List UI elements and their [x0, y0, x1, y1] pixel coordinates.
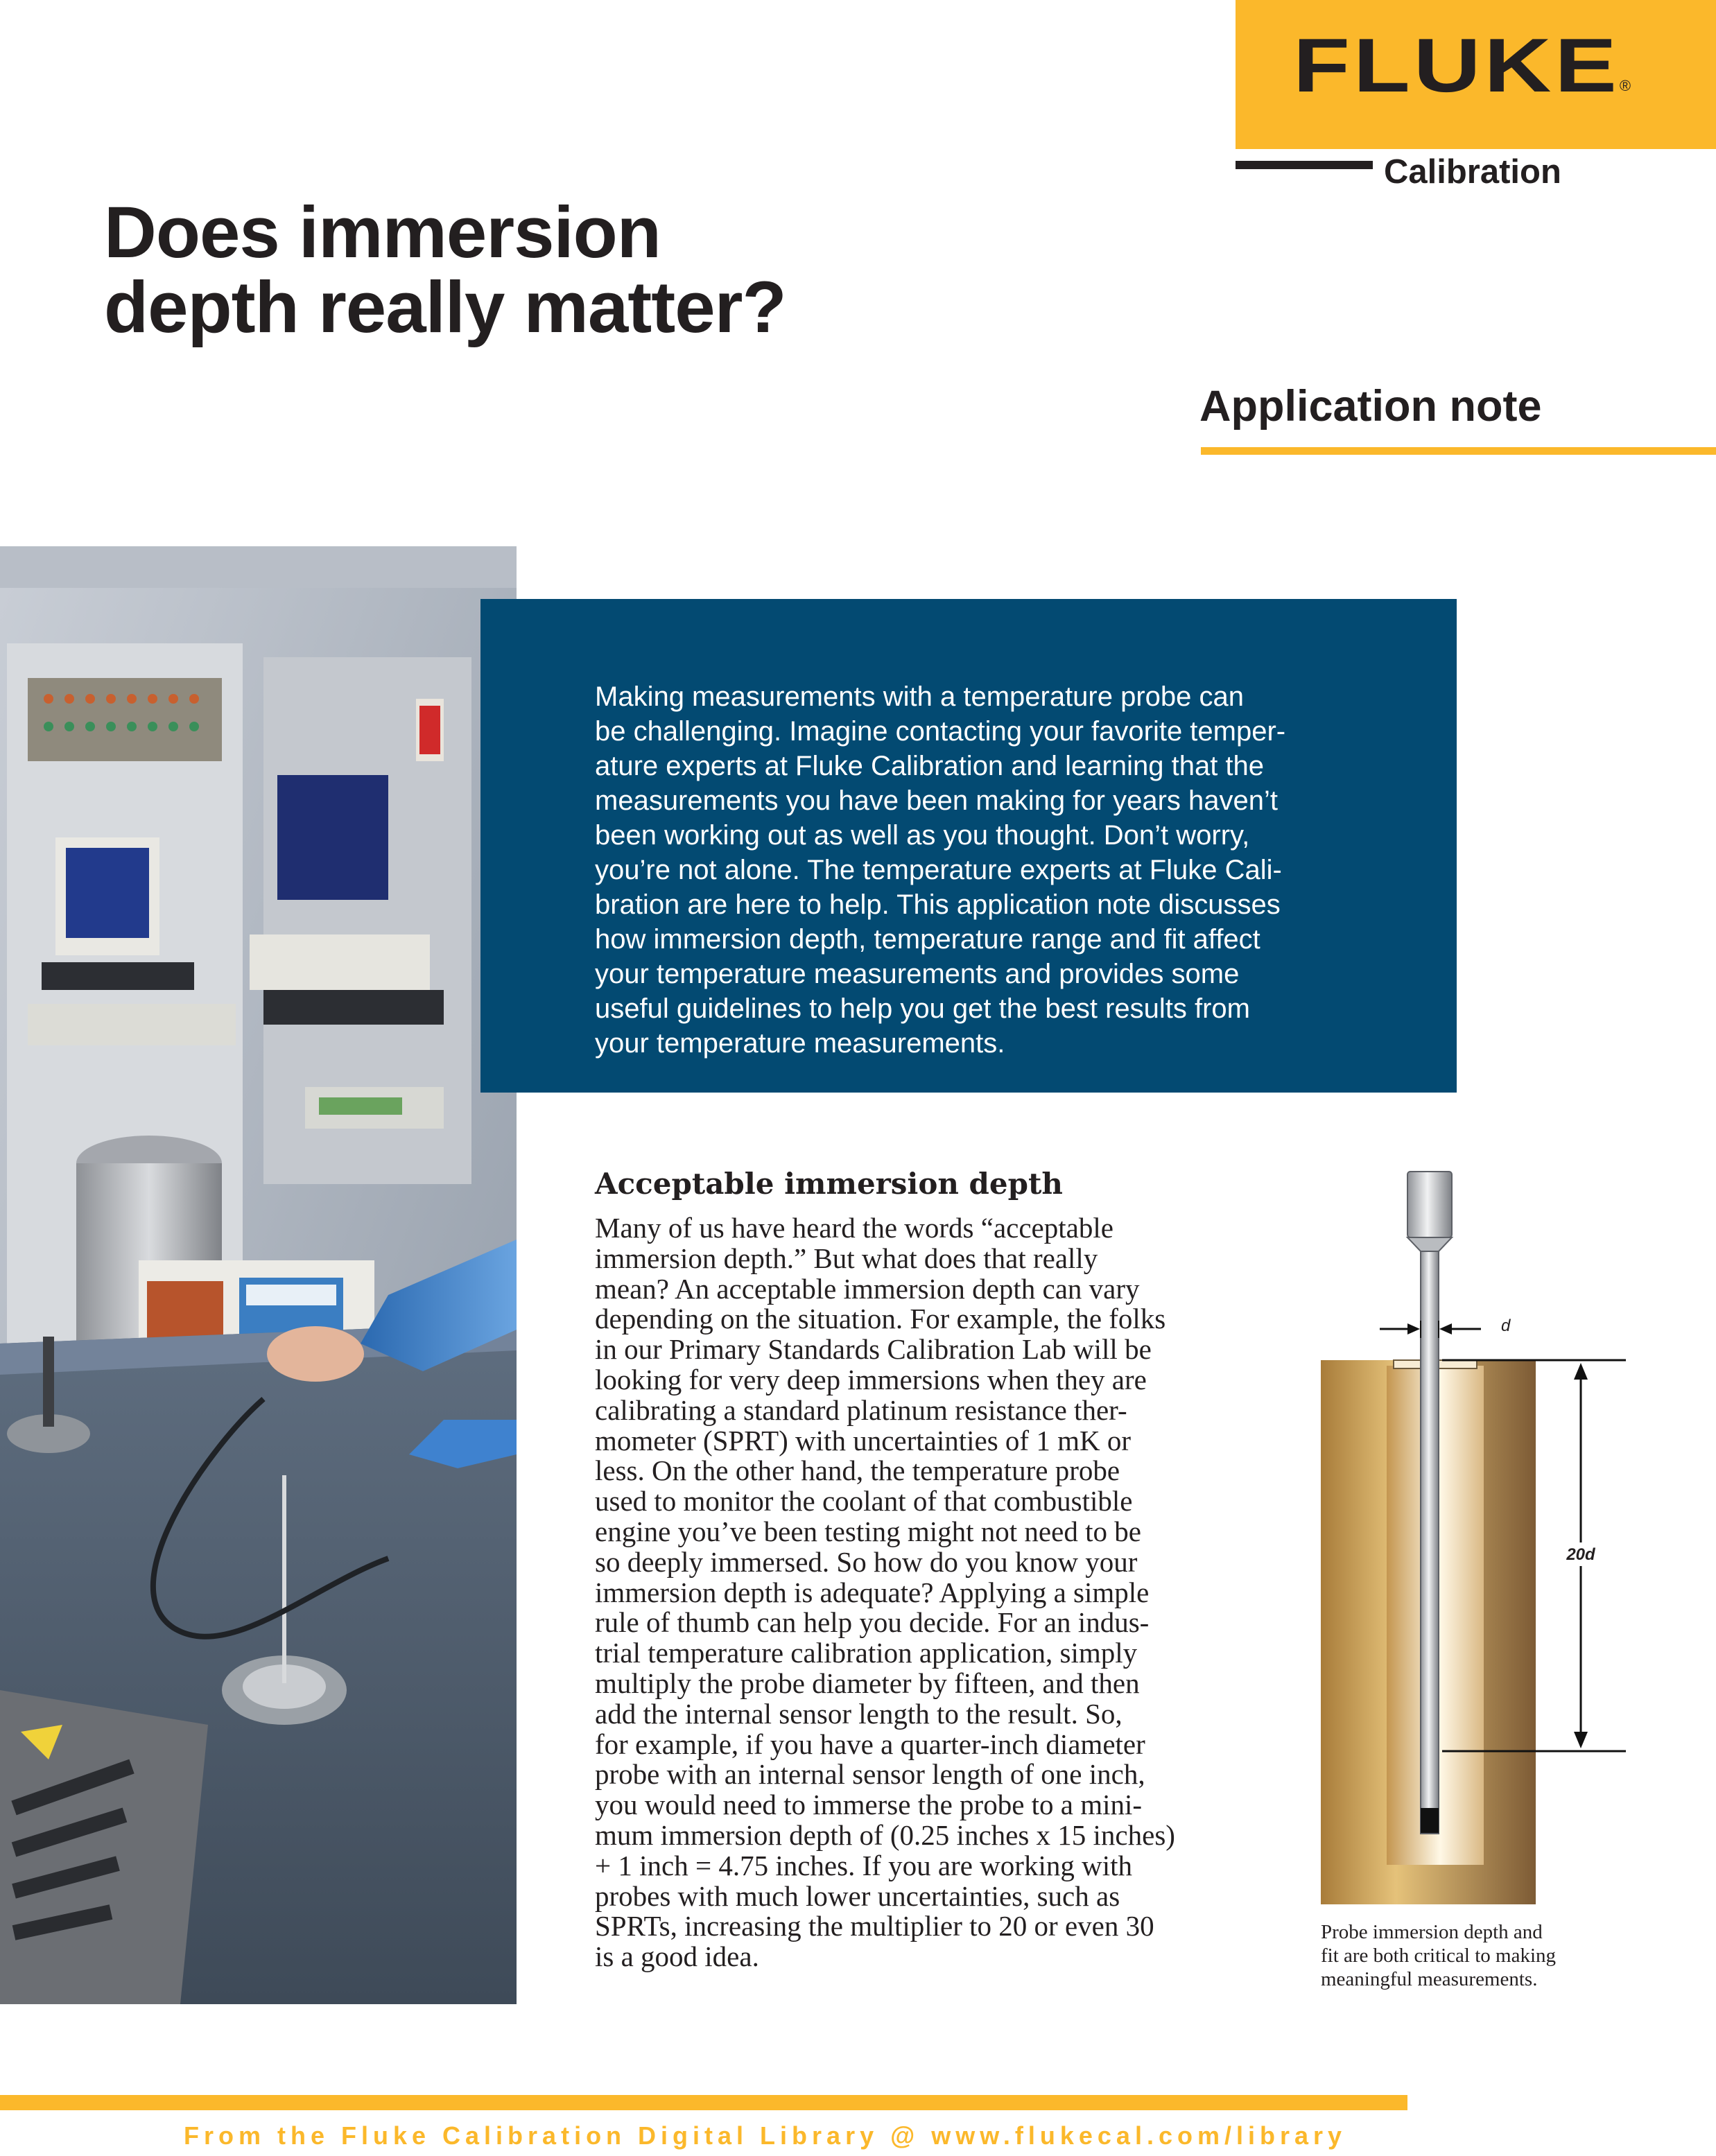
depth-label: 20d — [1566, 1545, 1595, 1564]
lab-photo — [0, 546, 517, 2004]
caption-line: fit are both critical to making — [1321, 1945, 1557, 1967]
body-line: calibrating a standard platinum resistance ther- — [595, 1393, 1127, 1426]
document-type-rule — [1201, 447, 1716, 455]
body-line: depending on the situation. For example, the folks — [595, 1303, 1166, 1335]
body-line: so deeply immersed. So how do you know your — [595, 1545, 1138, 1578]
caption-line: meaningful measurements. — [1321, 1968, 1538, 1990]
document-type: Application note — [1199, 382, 1542, 431]
body-line: looking for very deep immersions when they are — [595, 1363, 1147, 1396]
probe-immersion-diagram — [1303, 1165, 1629, 1920]
probe-handle — [1407, 1172, 1452, 1237]
registered-mark: ® — [1619, 77, 1631, 94]
intro-line: measurements you have been making for years haven’t — [595, 785, 1278, 816]
body-text — [595, 1213, 1219, 1972]
intro-line: be challenging. Imagine contacting your favorite temper- — [595, 716, 1286, 747]
fluke-logo: FLUKE — [1293, 23, 1620, 108]
intro-line: Making measurements with a temperature probe can — [595, 681, 1245, 712]
body-line: engine you’ve been testing might not need to be — [595, 1515, 1141, 1547]
intro-line: how immersion depth, temperature range and fit affect — [595, 924, 1260, 955]
body-line: probes with much lower uncertainties, such as — [595, 1879, 1120, 1912]
body-line: multiply the probe diameter by fifteen, and then — [595, 1667, 1140, 1699]
body-line: mum immersion depth of (0.25 inches x 15 inches) — [595, 1818, 1175, 1851]
page-title-line: depth really matter? — [104, 267, 786, 348]
page-title — [104, 192, 1005, 348]
body-line: immersion depth.” But what does that really — [595, 1242, 1098, 1274]
probe-sensor — [1421, 1808, 1439, 1833]
intro-text — [595, 679, 1437, 1061]
caption-line: Probe immersion depth and — [1321, 1921, 1543, 1943]
lab-photo-image — [0, 546, 517, 2004]
body-line: trial temperature calibration application, simply — [595, 1637, 1138, 1669]
diameter-label: d — [1501, 1316, 1511, 1335]
footer-library-link[interactable]: From the Fluke Calibration Digital Library @ www.flukecal.com/library — [184, 2121, 1347, 2150]
footer-rule — [0, 2095, 1407, 2110]
body-line: rule of thumb can help you decide. For an indus- — [595, 1606, 1150, 1639]
page-title-line: Does immersion — [104, 192, 661, 273]
body-line: mean? An acceptable immersion depth can vary — [595, 1272, 1140, 1305]
figure-caption — [1321, 1920, 1619, 1991]
intro-line: useful guidelines to help you get the best results from — [595, 993, 1250, 1024]
intro-line: your temperature measurements. — [595, 1028, 1005, 1059]
body-line: is a good idea. — [595, 1940, 759, 1973]
intro-line: your temperature measurements and provides some — [595, 959, 1240, 989]
body-line: used to monitor the coolant of that combustible — [595, 1485, 1133, 1518]
intro-line: been working out as well as you thought. Don’t worry, — [595, 820, 1250, 851]
body-line: SPRTs, increasing the multiplier to 20 or even 30 — [595, 1910, 1154, 1942]
body-line: less. On the other hand, the temperature probe — [595, 1454, 1120, 1487]
body-line: probe with an internal sensor length of one inch, — [595, 1758, 1145, 1791]
body-line: mometer (SPRT) with uncertainties of 1 mK or — [595, 1424, 1131, 1457]
probe-sheath — [1421, 1251, 1439, 1834]
body-line: add the internal sensor length to the result. So, — [595, 1697, 1123, 1730]
brand-rule — [1236, 161, 1373, 169]
body-line: + 1 inch = 4.75 inches. If you are working with — [595, 1849, 1132, 1881]
intro-line: ature experts at Fluke Calibration and learning that the — [595, 751, 1265, 781]
brand-division: Calibration — [1384, 153, 1561, 191]
section-heading: Acceptable immersion depth — [595, 1167, 1063, 1201]
body-line: Many of us have heard the words “acceptable — [595, 1212, 1113, 1244]
body-line: for example, if you have a quarter-inch diameter — [595, 1728, 1145, 1760]
intro-line: bration are here to help. This application note discusses — [595, 889, 1281, 920]
body-line: in our Primary Standards Calibration Lab will be — [595, 1333, 1152, 1366]
body-line: you would need to immerse the probe to a mini- — [595, 1789, 1143, 1821]
intro-line: you’re not alone. The temperature experts at Fluke Cali- — [595, 855, 1282, 885]
body-line: immersion depth is adequate? Applying a simple — [595, 1576, 1150, 1608]
